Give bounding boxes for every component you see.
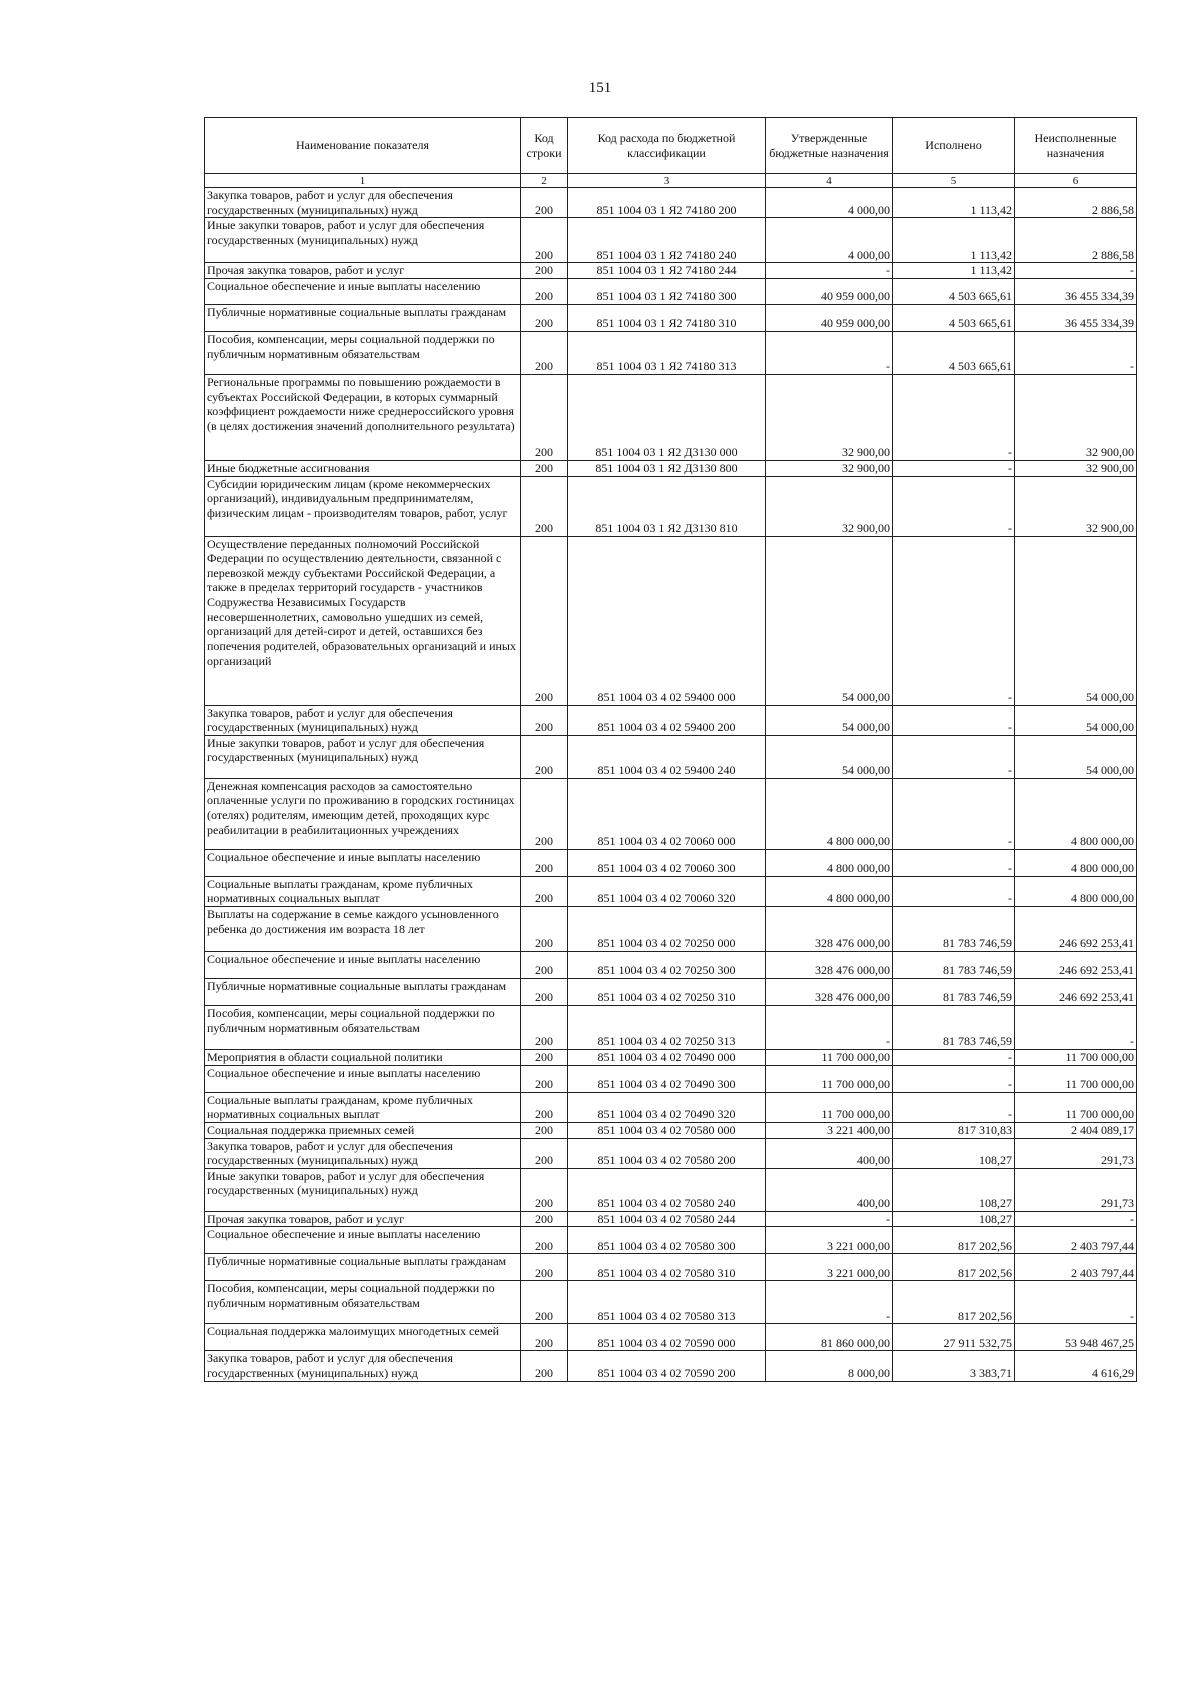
unexecuted-amount-cell: -: [1015, 1006, 1137, 1050]
approved-amount-cell: 4 800 000,00: [766, 876, 893, 906]
unexecuted-amount-cell: -: [1015, 1211, 1137, 1227]
executed-amount-cell: -: [893, 1065, 1015, 1092]
unexecuted-amount-cell: 246 692 253,41: [1015, 952, 1137, 979]
budget-code-cell: 851 1004 03 1 Я2 Д3130 000: [568, 374, 766, 460]
approved-amount-cell: 3 221 000,00: [766, 1227, 893, 1254]
budget-code-cell: 851 1004 03 1 Я2 Д3130 800: [568, 460, 766, 476]
table-row: [205, 1092, 1137, 1122]
approved-amount-cell: 4 000,00: [766, 188, 893, 218]
indicator-name-cell: Пособия, компенсации, меры социальной поддержки по публичным нормативным обязательствам: [205, 1006, 521, 1050]
indicator-name-cell: Публичные нормативные социальные выплаты гражданам: [205, 979, 521, 1006]
unexecuted-amount-cell: 11 700 000,00: [1015, 1065, 1137, 1092]
budget-code-cell: 851 1004 03 4 02 70250 000: [568, 907, 766, 952]
indicator-name-cell: Иные закупки товаров, работ и услуг для обеспечения государственных (муниципальных) нужд: [205, 1168, 521, 1211]
table-row: [205, 331, 1137, 374]
approved-amount-cell: 54 000,00: [766, 705, 893, 735]
approved-amount-cell: 54 000,00: [766, 536, 893, 705]
indicator-name-cell: Осуществление переданных полномочий Российской Федерации по осуществлению деятельности, связанной с перевозкой между субъектами Российской Федерации, а также в пределах территорий государств - участников Содружества Независимых Государств несовершеннолетних, самовольно ушедших из семей, организаций для детей-сирот и детей, оставшихся без попечения родителей, образовательных организаций и иных организаций: [205, 536, 521, 705]
executed-amount-cell: 4 503 665,61: [893, 278, 1015, 304]
header-approved: Утвержденные бюджетные назначения: [766, 118, 893, 174]
budget-code-cell: 851 1004 03 1 Я2 74180 313: [568, 331, 766, 374]
indicator-name-cell: Социальная поддержка малоимущих многодетных семей: [205, 1324, 521, 1351]
indicator-name-cell: Социальное обеспечение и иные выплаты населению: [205, 1065, 521, 1092]
table-row: [205, 188, 1137, 218]
budget-code-cell: 851 1004 03 4 02 70060 000: [568, 778, 766, 849]
unexecuted-amount-cell: -: [1015, 331, 1137, 374]
line-code-cell: 200: [521, 705, 568, 735]
line-code-cell: 200: [521, 1065, 568, 1092]
unexecuted-amount-cell: 291,73: [1015, 1138, 1137, 1168]
approved-amount-cell: -: [766, 1211, 893, 1227]
executed-amount-cell: -: [893, 735, 1015, 778]
approved-amount-cell: 32 900,00: [766, 476, 893, 536]
approved-amount-cell: 11 700 000,00: [766, 1092, 893, 1122]
line-code-cell: 200: [521, 907, 568, 952]
table-row: [205, 1122, 1137, 1138]
budget-code-cell: 851 1004 03 1 Я2 Д3130 810: [568, 476, 766, 536]
budget-code-cell: 851 1004 03 4 02 59400 240: [568, 735, 766, 778]
indicator-name-cell: Субсидии юридическим лицам (кроме некоммерческих организаций), индивидуальным предпринимателям, физическим лицам - производителям товаров, работ, услуг: [205, 476, 521, 536]
unexecuted-amount-cell: 2 403 797,44: [1015, 1254, 1137, 1281]
unexecuted-amount-cell: 11 700 000,00: [1015, 1050, 1137, 1066]
approved-amount-cell: 4 800 000,00: [766, 778, 893, 849]
unexecuted-amount-cell: 4 800 000,00: [1015, 778, 1137, 849]
line-code-cell: 200: [521, 331, 568, 374]
executed-amount-cell: 108,27: [893, 1168, 1015, 1211]
indicator-name-cell: Социальные выплаты гражданам, кроме публичных нормативных социальных выплат: [205, 1092, 521, 1122]
executed-amount-cell: 81 783 746,59: [893, 907, 1015, 952]
executed-amount-cell: -: [893, 476, 1015, 536]
executed-amount-cell: 27 911 532,75: [893, 1324, 1015, 1351]
budget-code-cell: 851 1004 03 4 02 70580 000: [568, 1122, 766, 1138]
line-code-cell: 200: [521, 374, 568, 460]
unexecuted-amount-cell: 36 455 334,39: [1015, 304, 1137, 331]
table-row: [205, 476, 1137, 536]
table-row: [205, 1168, 1137, 1211]
indicator-name-cell: Закупка товаров, работ и услуг для обеспечения государственных (муниципальных) нужд: [205, 1351, 521, 1381]
executed-amount-cell: 817 202,56: [893, 1254, 1015, 1281]
budget-code-cell: 851 1004 03 4 02 70580 310: [568, 1254, 766, 1281]
indicator-name-cell: Закупка товаров, работ и услуг для обеспечения государственных (муниципальных) нужд: [205, 1138, 521, 1168]
executed-amount-cell: -: [893, 705, 1015, 735]
executed-amount-cell: 81 783 746,59: [893, 1006, 1015, 1050]
executed-amount-cell: 817 310,83: [893, 1122, 1015, 1138]
budget-code-cell: 851 1004 03 4 02 70060 320: [568, 876, 766, 906]
line-code-cell: 200: [521, 849, 568, 876]
budget-code-cell: 851 1004 03 4 02 70490 320: [568, 1092, 766, 1122]
budget-code-cell: 851 1004 03 1 Я2 74180 200: [568, 188, 766, 218]
line-code-cell: 200: [521, 1092, 568, 1122]
executed-amount-cell: 3 383,71: [893, 1351, 1015, 1381]
budget-code-cell: 851 1004 03 1 Я2 74180 240: [568, 218, 766, 263]
table-row: [205, 1324, 1137, 1351]
unexecuted-amount-cell: 53 948 467,25: [1015, 1324, 1137, 1351]
budget-code-cell: 851 1004 03 1 Я2 74180 300: [568, 278, 766, 304]
table-row: [205, 218, 1137, 263]
executed-amount-cell: 108,27: [893, 1138, 1015, 1168]
indicator-name-cell: Прочая закупка товаров, работ и услуг: [205, 263, 521, 279]
approved-amount-cell: 3 221 000,00: [766, 1254, 893, 1281]
unexecuted-amount-cell: 246 692 253,41: [1015, 907, 1137, 952]
line-code-cell: 200: [521, 1050, 568, 1066]
executed-amount-cell: 1 113,42: [893, 188, 1015, 218]
line-code-cell: 200: [521, 278, 568, 304]
table-row: [205, 278, 1137, 304]
header-unexecuted: Неисполненные назначения: [1015, 118, 1137, 174]
indicator-name-cell: Иные закупки товаров, работ и услуг для обеспечения государственных (муниципальных) нужд: [205, 218, 521, 263]
line-code-cell: 200: [521, 1006, 568, 1050]
table-row: [205, 778, 1137, 849]
unexecuted-amount-cell: 36 455 334,39: [1015, 278, 1137, 304]
unexecuted-amount-cell: 32 900,00: [1015, 374, 1137, 460]
table-header-row: [205, 118, 1137, 174]
budget-code-cell: 851 1004 03 4 02 70060 300: [568, 849, 766, 876]
executed-amount-cell: 817 202,56: [893, 1227, 1015, 1254]
unexecuted-amount-cell: -: [1015, 263, 1137, 279]
unexecuted-amount-cell: 32 900,00: [1015, 460, 1137, 476]
approved-amount-cell: 400,00: [766, 1168, 893, 1211]
line-code-cell: 200: [521, 1351, 568, 1381]
line-code-cell: 200: [521, 1122, 568, 1138]
executed-amount-cell: 817 202,56: [893, 1281, 1015, 1324]
line-code-cell: 200: [521, 536, 568, 705]
column-number: 5: [893, 174, 1015, 188]
budget-code-cell: 851 1004 03 4 02 70250 310: [568, 979, 766, 1006]
unexecuted-amount-cell: 4 800 000,00: [1015, 876, 1137, 906]
unexecuted-amount-cell: 4 800 000,00: [1015, 849, 1137, 876]
table-row: [205, 979, 1137, 1006]
line-code-cell: 200: [521, 263, 568, 279]
column-number: 1: [205, 174, 521, 188]
budget-code-cell: 851 1004 03 1 Я2 74180 244: [568, 263, 766, 279]
unexecuted-amount-cell: 54 000,00: [1015, 705, 1137, 735]
line-code-cell: 200: [521, 735, 568, 778]
executed-amount-cell: 4 503 665,61: [893, 331, 1015, 374]
budget-code-cell: 851 1004 03 4 02 70580 300: [568, 1227, 766, 1254]
line-code-cell: 200: [521, 876, 568, 906]
line-code-cell: 200: [521, 952, 568, 979]
table-row: [205, 735, 1137, 778]
approved-amount-cell: 40 959 000,00: [766, 304, 893, 331]
header-line-code: Код строки: [521, 118, 568, 174]
table-row: [205, 1138, 1137, 1168]
indicator-name-cell: Социальное обеспечение и иные выплаты населению: [205, 278, 521, 304]
indicator-name-cell: Иные бюджетные ассигнования: [205, 460, 521, 476]
line-code-cell: 200: [521, 979, 568, 1006]
budget-code-cell: 851 1004 03 4 02 70490 000: [568, 1050, 766, 1066]
table-row: [205, 907, 1137, 952]
header-executed: Исполнено: [893, 118, 1015, 174]
line-code-cell: 200: [521, 1211, 568, 1227]
executed-amount-cell: -: [893, 374, 1015, 460]
indicator-name-cell: Закупка товаров, работ и услуг для обеспечения государственных (муниципальных) нужд: [205, 705, 521, 735]
table-row: [205, 304, 1137, 331]
table-row: [205, 374, 1137, 460]
table-row: [205, 952, 1137, 979]
approved-amount-cell: 4 000,00: [766, 218, 893, 263]
approved-amount-cell: 81 860 000,00: [766, 1324, 893, 1351]
line-code-cell: 200: [521, 188, 568, 218]
indicator-name-cell: Социальное обеспечение и иные выплаты населению: [205, 1227, 521, 1254]
header-indicator-name: Наименование показателя: [205, 118, 521, 174]
indicator-name-cell: Региональные программы по повышению рождаемости в субъектах Российской Федерации, в которых суммарный коэффициент рождаемости ниже среднероссийского уровня (в целях достижения значений дополнительного результата): [205, 374, 521, 460]
budget-execution-table: [204, 117, 1137, 1382]
column-number: 2: [521, 174, 568, 188]
budget-code-cell: 851 1004 03 4 02 70580 240: [568, 1168, 766, 1211]
table-row: [205, 1227, 1137, 1254]
table-row: [205, 1065, 1137, 1092]
table-row: [205, 460, 1137, 476]
approved-amount-cell: 11 700 000,00: [766, 1050, 893, 1066]
line-code-cell: 200: [521, 1227, 568, 1254]
table-body: [205, 188, 1137, 1382]
budget-code-cell: 851 1004 03 4 02 70250 300: [568, 952, 766, 979]
budget-code-cell: 851 1004 03 4 02 70580 200: [568, 1138, 766, 1168]
executed-amount-cell: -: [893, 778, 1015, 849]
page-number: 151: [588, 80, 612, 96]
line-code-cell: 200: [521, 1168, 568, 1211]
unexecuted-amount-cell: 2 404 089,17: [1015, 1122, 1137, 1138]
table-row: [205, 1281, 1137, 1324]
budget-code-cell: 851 1004 03 4 02 59400 000: [568, 536, 766, 705]
approved-amount-cell: 328 476 000,00: [766, 979, 893, 1006]
indicator-name-cell: Социальное обеспечение и иные выплаты населению: [205, 952, 521, 979]
budget-code-cell: 851 1004 03 4 02 70590 200: [568, 1351, 766, 1381]
approved-amount-cell: 11 700 000,00: [766, 1065, 893, 1092]
approved-amount-cell: 400,00: [766, 1138, 893, 1168]
column-number: 3: [568, 174, 766, 188]
line-code-cell: 200: [521, 1324, 568, 1351]
executed-amount-cell: -: [893, 1050, 1015, 1066]
executed-amount-cell: -: [893, 849, 1015, 876]
line-code-cell: 200: [521, 1281, 568, 1324]
unexecuted-amount-cell: 291,73: [1015, 1168, 1137, 1211]
column-number-row: [205, 174, 1137, 188]
table-row: [205, 876, 1137, 906]
table-row: [205, 1351, 1137, 1381]
approved-amount-cell: -: [766, 331, 893, 374]
indicator-name-cell: Иные закупки товаров, работ и услуг для обеспечения государственных (муниципальных) нужд: [205, 735, 521, 778]
line-code-cell: 200: [521, 304, 568, 331]
executed-amount-cell: 81 783 746,59: [893, 979, 1015, 1006]
executed-amount-cell: -: [893, 460, 1015, 476]
unexecuted-amount-cell: 32 900,00: [1015, 476, 1137, 536]
approved-amount-cell: 32 900,00: [766, 374, 893, 460]
budget-code-cell: 851 1004 03 4 02 59400 200: [568, 705, 766, 735]
table-row: [205, 1050, 1137, 1066]
line-code-cell: 200: [521, 218, 568, 263]
budget-code-cell: 851 1004 03 1 Я2 74180 310: [568, 304, 766, 331]
indicator-name-cell: Публичные нормативные социальные выплаты гражданам: [205, 1254, 521, 1281]
executed-amount-cell: 108,27: [893, 1211, 1015, 1227]
table-row: [205, 1211, 1137, 1227]
unexecuted-amount-cell: 54 000,00: [1015, 536, 1137, 705]
executed-amount-cell: 81 783 746,59: [893, 952, 1015, 979]
indicator-name-cell: Социальная поддержка приемных семей: [205, 1122, 521, 1138]
indicator-name-cell: Публичные нормативные социальные выплаты гражданам: [205, 304, 521, 331]
approved-amount-cell: 328 476 000,00: [766, 952, 893, 979]
indicator-name-cell: Денежная компенсация расходов за самостоятельно оплаченные услуги по проживанию в городских гостиницах (отелях) родителям, имеющим детей, проходящих курс реабилитации в реабилитационных учреждениях: [205, 778, 521, 849]
column-number: 4: [766, 174, 893, 188]
unexecuted-amount-cell: 2 886,58: [1015, 188, 1137, 218]
executed-amount-cell: -: [893, 876, 1015, 906]
budget-code-cell: 851 1004 03 4 02 70580 244: [568, 1211, 766, 1227]
approved-amount-cell: 328 476 000,00: [766, 907, 893, 952]
approved-amount-cell: 32 900,00: [766, 460, 893, 476]
executed-amount-cell: -: [893, 536, 1015, 705]
unexecuted-amount-cell: 4 616,29: [1015, 1351, 1137, 1381]
budget-code-cell: 851 1004 03 4 02 70590 000: [568, 1324, 766, 1351]
approved-amount-cell: -: [766, 1006, 893, 1050]
table-row: [205, 849, 1137, 876]
column-number: 6: [1015, 174, 1137, 188]
budget-code-cell: 851 1004 03 4 02 70580 313: [568, 1281, 766, 1324]
line-code-cell: 200: [521, 460, 568, 476]
unexecuted-amount-cell: 2 886,58: [1015, 218, 1137, 263]
table-row: [205, 1006, 1137, 1050]
indicator-name-cell: Социальное обеспечение и иные выплаты населению: [205, 849, 521, 876]
line-code-cell: 200: [521, 1138, 568, 1168]
budget-code-cell: 851 1004 03 4 02 70250 313: [568, 1006, 766, 1050]
approved-amount-cell: 4 800 000,00: [766, 849, 893, 876]
line-code-cell: 200: [521, 778, 568, 849]
indicator-name-cell: Закупка товаров, работ и услуг для обеспечения государственных (муниципальных) нужд: [205, 188, 521, 218]
line-code-cell: 200: [521, 1254, 568, 1281]
executed-amount-cell: 1 113,42: [893, 263, 1015, 279]
indicator-name-cell: Социальные выплаты гражданам, кроме публичных нормативных социальных выплат: [205, 876, 521, 906]
approved-amount-cell: 3 221 400,00: [766, 1122, 893, 1138]
executed-amount-cell: 1 113,42: [893, 218, 1015, 263]
indicator-name-cell: Выплаты на содержание в семье каждого усыновленного ребенка до достижения им возраста 18 лет: [205, 907, 521, 952]
approved-amount-cell: 8 000,00: [766, 1351, 893, 1381]
header-budget-code: Код расхода по бюджетной классификации: [568, 118, 766, 174]
line-code-cell: 200: [521, 476, 568, 536]
approved-amount-cell: -: [766, 1281, 893, 1324]
unexecuted-amount-cell: 54 000,00: [1015, 735, 1137, 778]
unexecuted-amount-cell: 2 403 797,44: [1015, 1227, 1137, 1254]
approved-amount-cell: 40 959 000,00: [766, 278, 893, 304]
approved-amount-cell: 54 000,00: [766, 735, 893, 778]
indicator-name-cell: Прочая закупка товаров, работ и услуг: [205, 1211, 521, 1227]
budget-code-cell: 851 1004 03 4 02 70490 300: [568, 1065, 766, 1092]
executed-amount-cell: 4 503 665,61: [893, 304, 1015, 331]
indicator-name-cell: Пособия, компенсации, меры социальной поддержки по публичным нормативным обязательствам: [205, 1281, 521, 1324]
table-row: [205, 536, 1137, 705]
table-row: [205, 705, 1137, 735]
unexecuted-amount-cell: 11 700 000,00: [1015, 1092, 1137, 1122]
executed-amount-cell: -: [893, 1092, 1015, 1122]
indicator-name-cell: Пособия, компенсации, меры социальной поддержки по публичным нормативным обязательствам: [205, 331, 521, 374]
table-row: [205, 263, 1137, 279]
table-row: [205, 1254, 1137, 1281]
unexecuted-amount-cell: 246 692 253,41: [1015, 979, 1137, 1006]
unexecuted-amount-cell: -: [1015, 1281, 1137, 1324]
indicator-name-cell: Мероприятия в области социальной политики: [205, 1050, 521, 1066]
approved-amount-cell: -: [766, 263, 893, 279]
